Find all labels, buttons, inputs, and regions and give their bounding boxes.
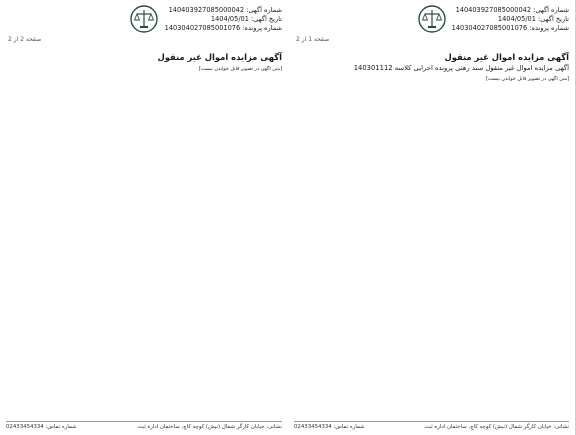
notice-number: 140403927085000042 [455, 6, 532, 14]
judiciary-scales-emblem-icon [129, 4, 159, 34]
footer-address: نشانی: خیابان کارگر شمال (نبش) کوچه کاچ، ساختمان اداره ثبت [424, 424, 569, 430]
notice-title: آگهی مزایده اموال غیر منقول [444, 52, 569, 62]
notice-meta [165, 6, 282, 33]
notice-date-label: تاریخ آگهی: [251, 15, 282, 23]
page-number: صفحه 1 از 2 [296, 36, 330, 43]
page-header [6, 4, 282, 50]
file-number-label: شماره پرونده: [242, 24, 282, 32]
file-number-label: شماره پرونده: [529, 24, 569, 32]
footer-address: نشانی: خیابان کارگر شمال (نبش) کوچه کاچ، ساختمان اداره ثبت [137, 424, 282, 430]
notice-date-label: تاریخ آگهی: [538, 15, 569, 23]
page-number: صفحه 2 از 2 [8, 36, 42, 43]
file-number: 140304027085001076 [451, 24, 528, 32]
notice-subtitle: آگهی مزایده اموال غیر منقول سند رهنی پرونده اجرایی کلاسه 140301112 [353, 64, 569, 72]
notice-title: آگهی مزایده اموال غیر منقول [157, 52, 282, 62]
notice-date: 1404/05/01 [210, 15, 249, 23]
page-1 [288, 0, 576, 435]
page-footer [294, 421, 569, 431]
page-header [294, 4, 569, 50]
notice-number-label: شماره آگهی: [246, 6, 282, 14]
notice-date: 1404/05/01 [497, 15, 536, 23]
judiciary-scales-emblem-icon [417, 4, 447, 34]
notice-body: [متن آگهی در تصویر قابل خواندن نیست] [198, 66, 282, 72]
file-number: 140304027085001076 [164, 24, 241, 32]
page-footer [6, 421, 282, 431]
notice-body: [متن آگهی در تصویر قابل خواندن نیست] [485, 76, 569, 82]
notice-number: 140403927085000042 [168, 6, 245, 14]
notice-meta [452, 6, 569, 33]
notice-number-label: شماره آگهی: [533, 6, 569, 14]
footer-contact: شماره تماس: 02433454334 [6, 424, 77, 430]
footer-contact: شماره تماس: 02433454334 [294, 424, 365, 430]
